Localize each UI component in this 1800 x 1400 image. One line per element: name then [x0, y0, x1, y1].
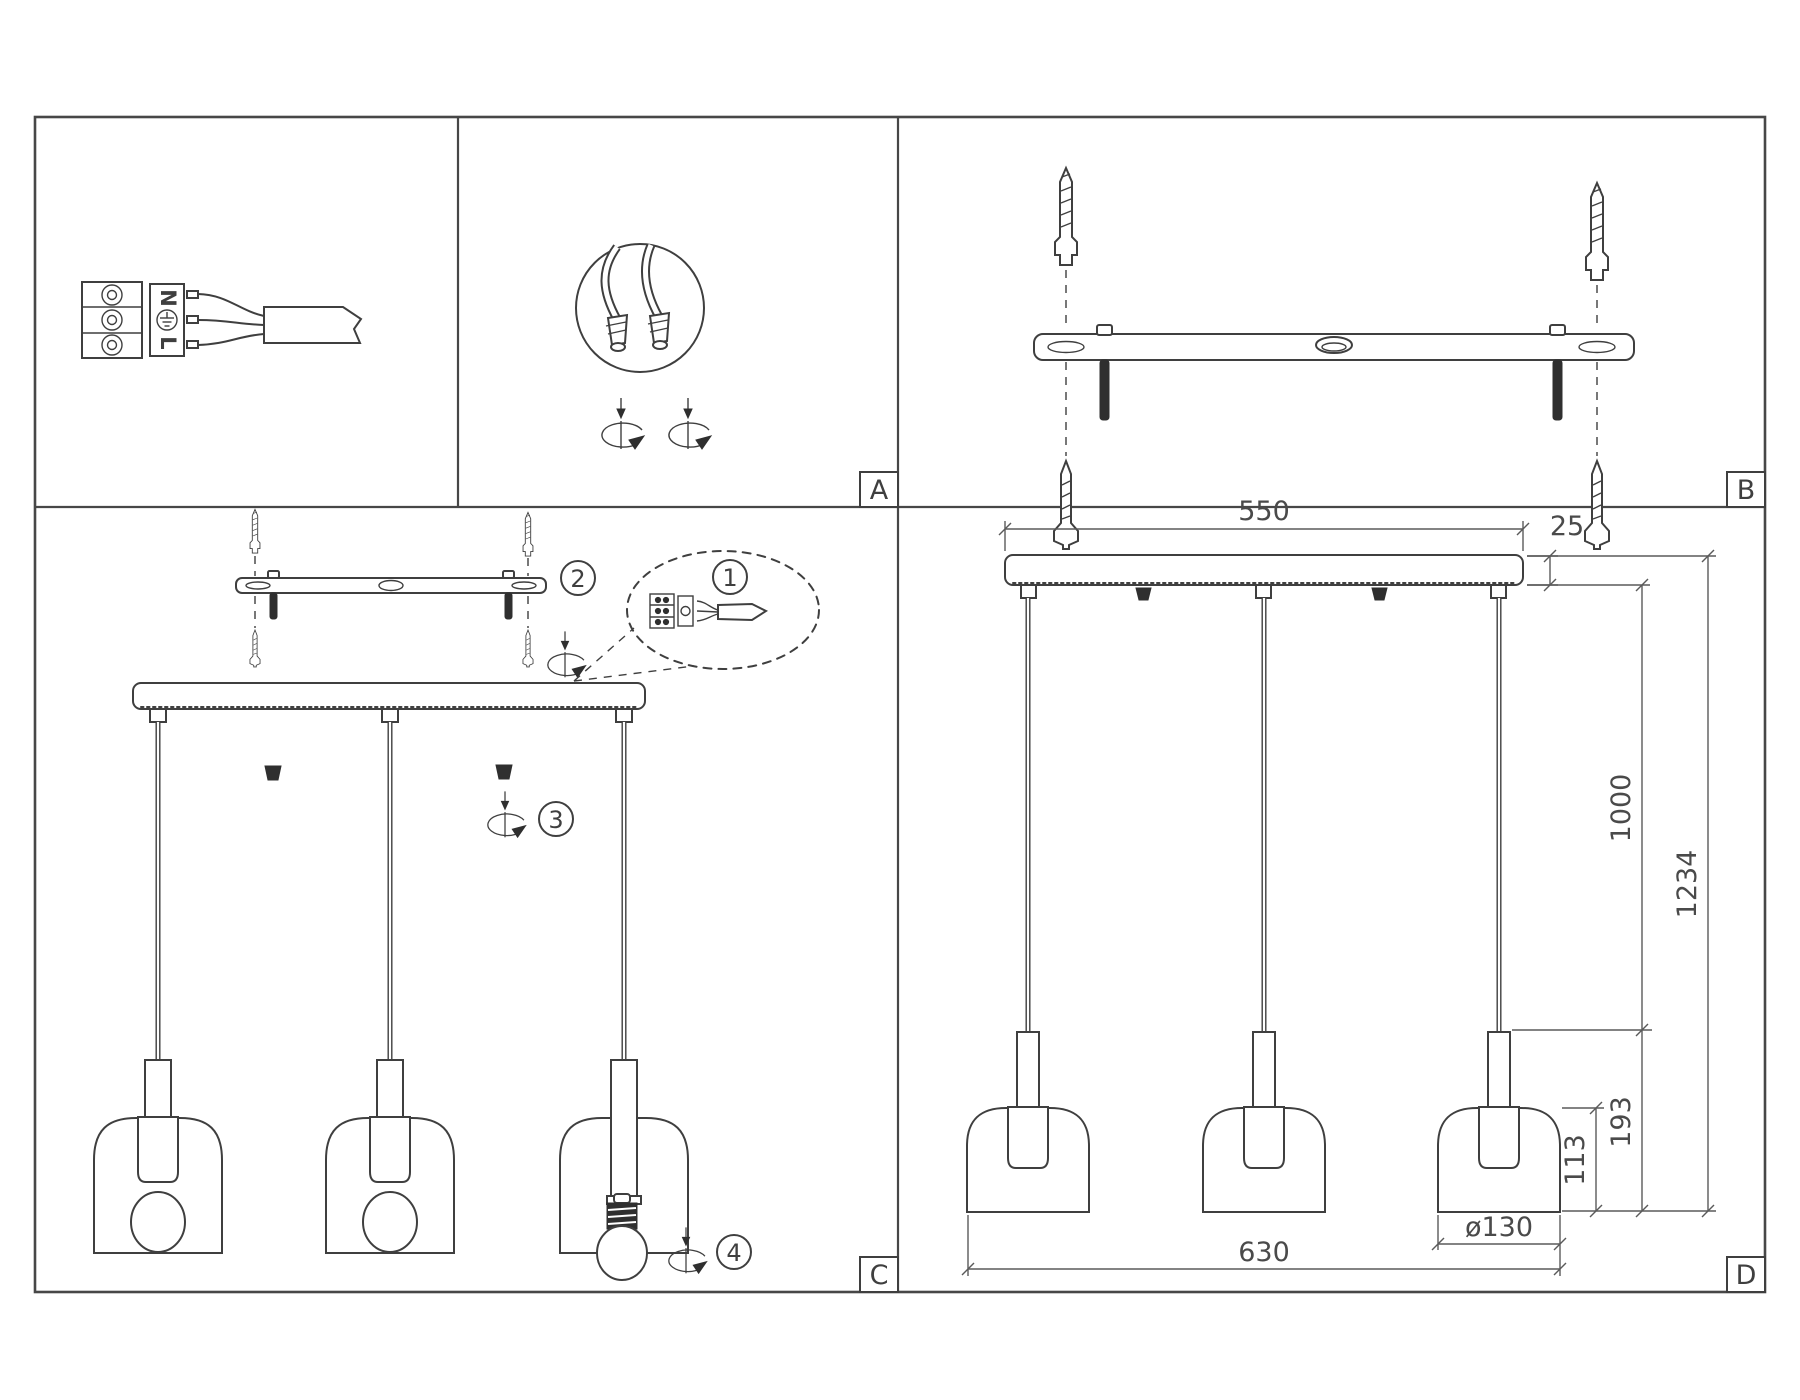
canopy	[133, 683, 645, 709]
dim-shade-height	[1560, 1102, 1602, 1217]
twist-clockwise-icon	[488, 791, 526, 837]
dim-canopy-thickness	[1527, 511, 1584, 591]
panel-letter-c: C	[869, 1260, 889, 1291]
panel-a-wiring	[82, 244, 711, 449]
dim-25: 25	[1549, 511, 1585, 542]
dim-193: 193	[1606, 1096, 1637, 1148]
panel-label-a	[860, 472, 898, 507]
dim-630: 630	[1238, 1237, 1290, 1268]
dim-pendant-height	[1606, 1030, 1648, 1217]
hanger-stud	[503, 571, 514, 619]
cord-grip-detail-circle	[576, 244, 704, 372]
wall-anchor-icon	[250, 509, 260, 553]
step-2-badge	[561, 561, 595, 595]
screw-icon	[523, 630, 533, 667]
wall-anchor-icon	[523, 512, 533, 556]
screw-icon	[1054, 461, 1078, 549]
panel-c-assembly	[94, 509, 819, 1280]
dim-canopy-width	[999, 496, 1529, 551]
bulb	[131, 1192, 185, 1252]
panel-letter-b: B	[1736, 475, 1756, 506]
neutral-label: N	[156, 289, 180, 307]
step-1-number: 1	[722, 564, 738, 592]
dim-130: ø130	[1464, 1212, 1534, 1243]
panel-b-bracket	[1034, 168, 1634, 549]
pendant-shade	[967, 1032, 1089, 1212]
panel-label-b	[1727, 472, 1765, 507]
wall-anchor-icon	[1586, 183, 1608, 280]
supply-cable	[187, 291, 361, 348]
dim-overall-height	[1672, 550, 1714, 1217]
step-3-number: 3	[548, 806, 564, 834]
step-3-badge	[539, 802, 573, 836]
screw-icon	[250, 630, 260, 667]
twist-clockwise-icon	[669, 398, 711, 449]
cord-stopper	[496, 765, 512, 779]
live-label: L	[156, 336, 180, 350]
twist-clockwise-icon	[548, 631, 586, 677]
mounting-bracket-small	[236, 578, 546, 593]
screw-icon	[1585, 461, 1609, 549]
bulb	[363, 1192, 417, 1252]
panel-d-dimensions	[962, 496, 1716, 1276]
wall-anchor-icon	[1055, 168, 1077, 265]
pendant-shade	[1438, 1032, 1560, 1212]
step-4-number: 4	[726, 1239, 742, 1267]
canopy-dimensioned	[1005, 555, 1523, 600]
panel-letter-a: A	[869, 475, 889, 506]
panel-label-c	[860, 1257, 898, 1292]
mounting-bracket	[1034, 334, 1634, 360]
cord-stopper	[265, 766, 281, 780]
pendant-cords	[1028, 598, 1499, 1034]
pendant-shade	[1203, 1032, 1325, 1212]
dim-1234: 1234	[1672, 849, 1703, 919]
panel-letter-d: D	[1735, 1260, 1757, 1291]
pendant-shade	[94, 1060, 222, 1253]
panel-label-d	[1727, 1257, 1765, 1292]
hanger-stud	[268, 571, 279, 619]
pendant-shade	[326, 1060, 454, 1253]
terminal-block	[82, 282, 142, 358]
dim-550: 550	[1238, 496, 1290, 527]
dim-shade-diameter	[1432, 1212, 1566, 1250]
step-4-badge	[717, 1235, 751, 1269]
dim-cord-length	[1606, 579, 1648, 1036]
wiring-callout	[627, 551, 819, 669]
pendant-cords	[150, 709, 632, 1062]
mini-terminal-connection	[650, 594, 766, 628]
terminal-marking-plate	[150, 284, 184, 356]
twist-clockwise-icon	[602, 398, 644, 449]
step-2-number: 2	[570, 565, 586, 593]
dim-1000: 1000	[1606, 773, 1637, 843]
dim-113: 113	[1560, 1134, 1591, 1186]
